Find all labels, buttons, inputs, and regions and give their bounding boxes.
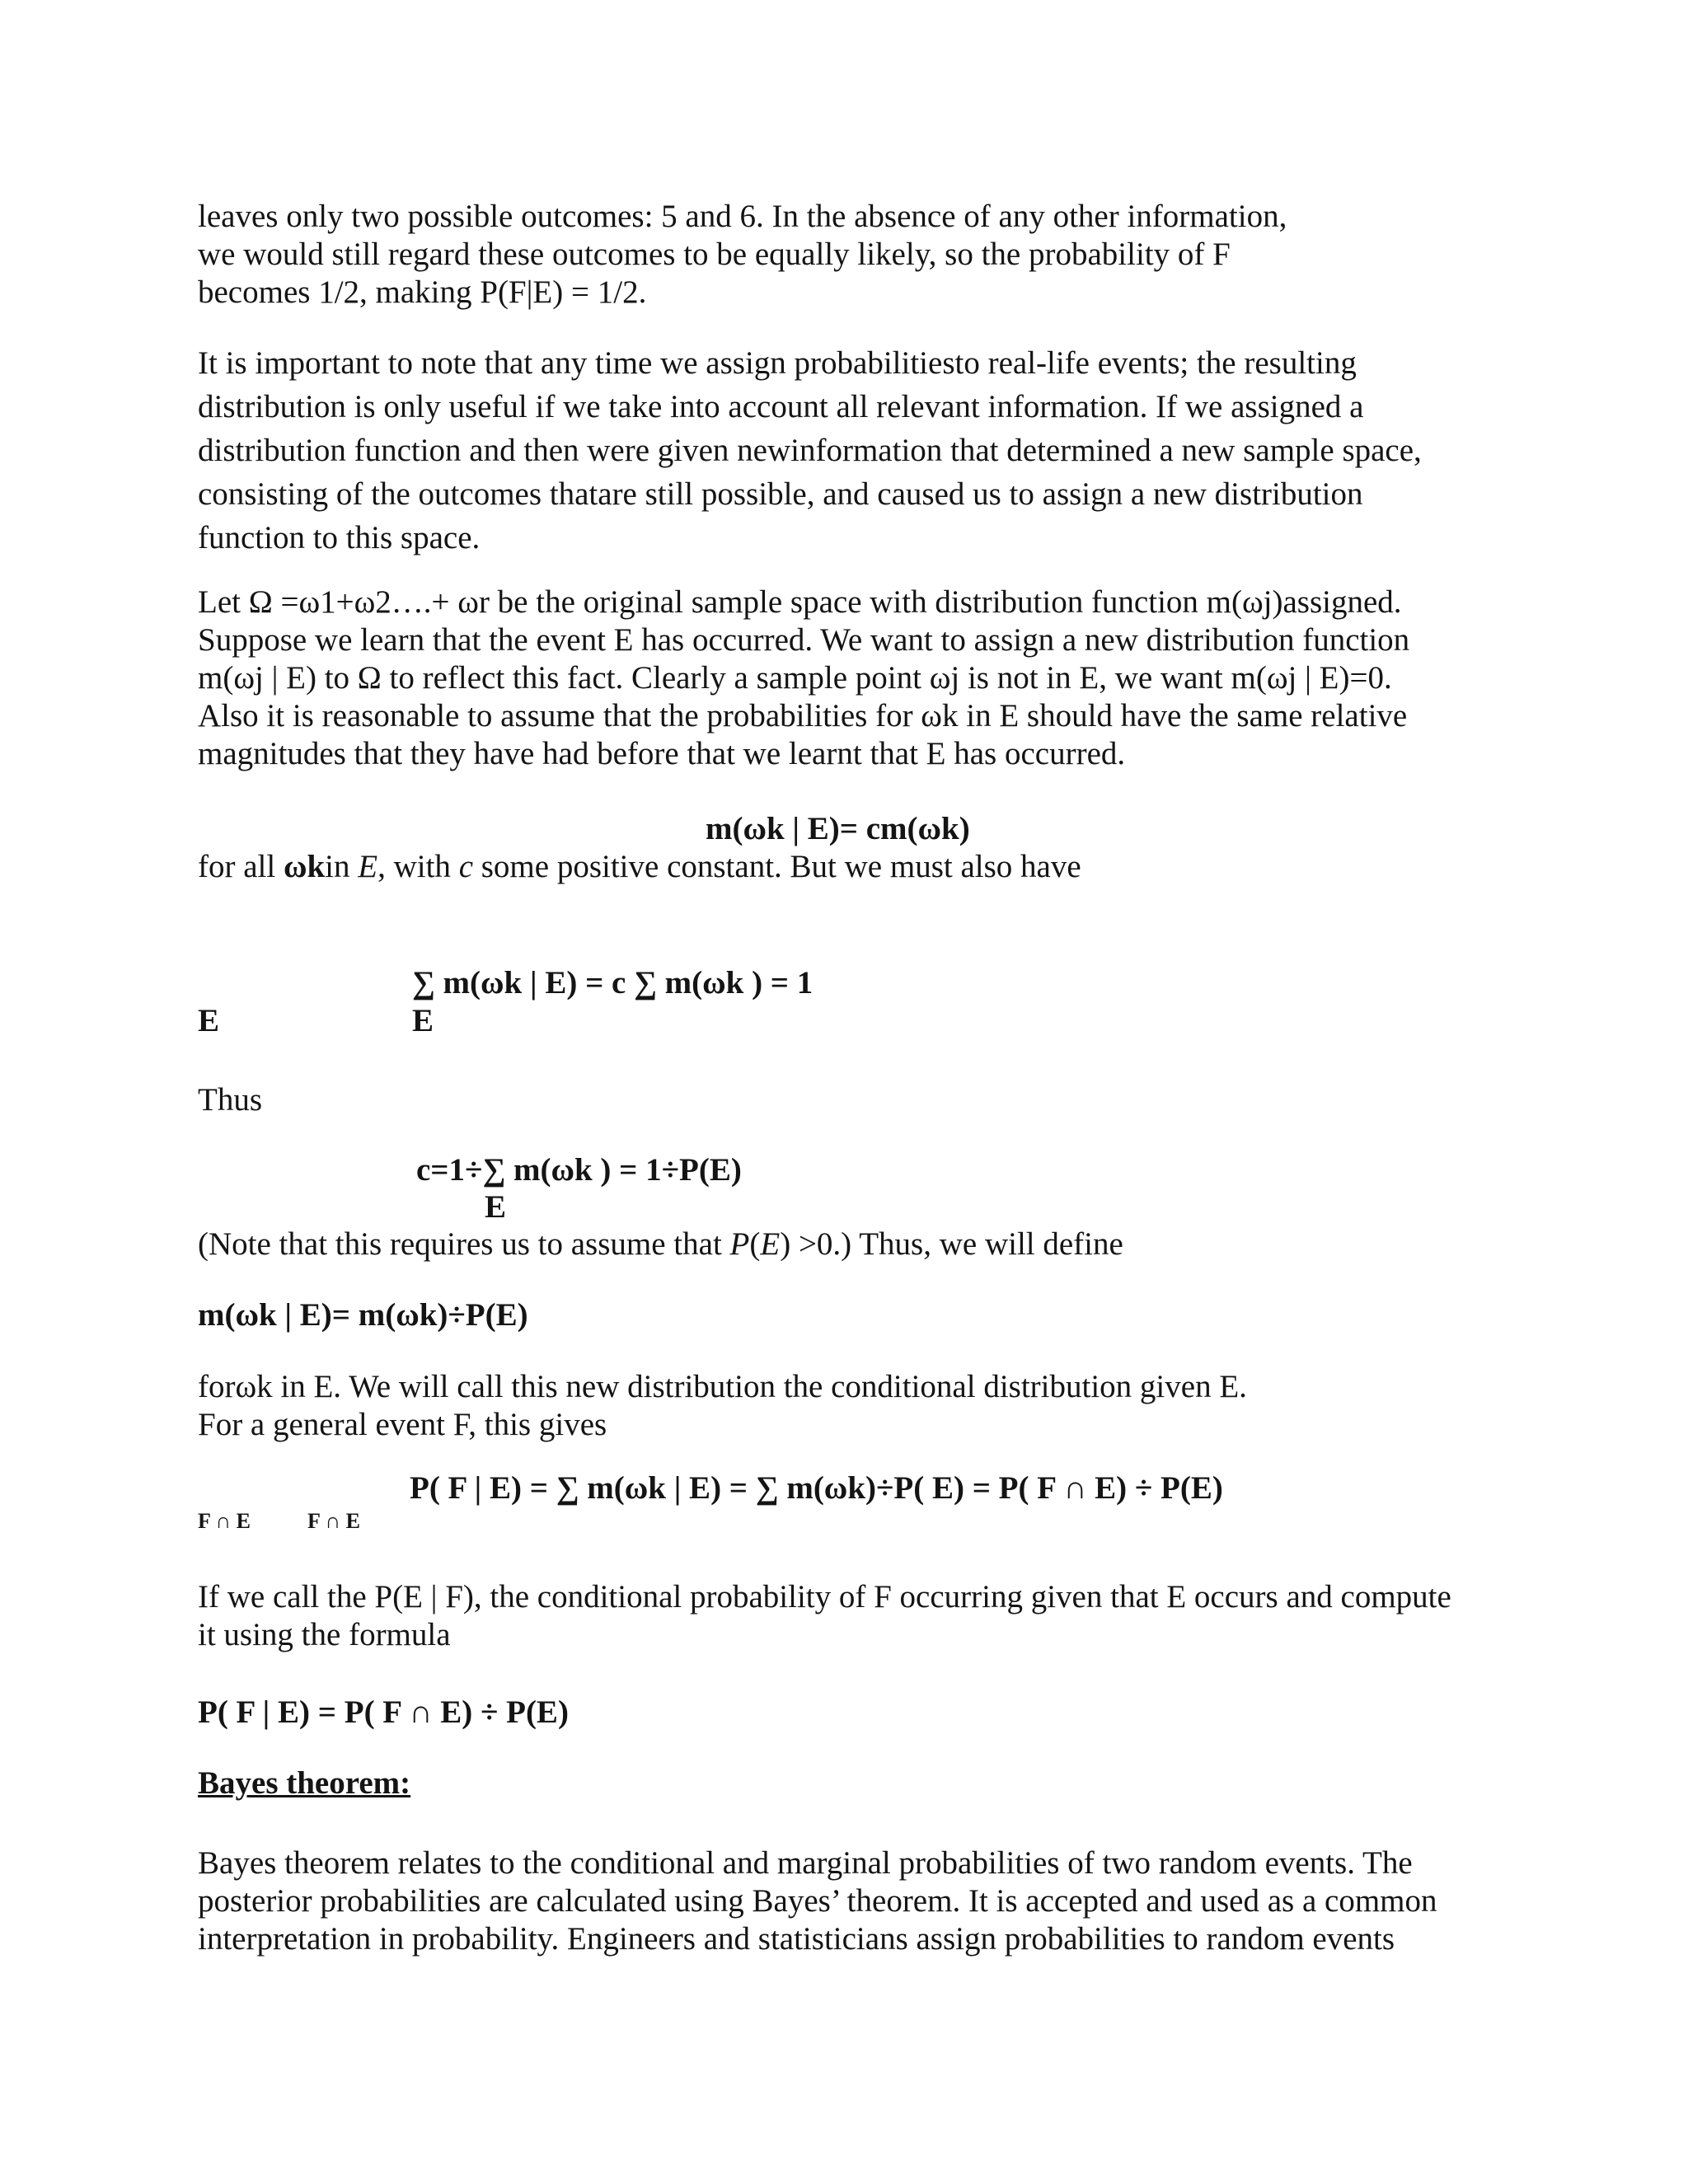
text-line-for-all xyxy=(198,848,1081,886)
equation-conditional-mass: m(ωk | E)= cm(ωk) xyxy=(706,811,970,846)
equation-left-label: E xyxy=(198,1003,220,1038)
text-line: magnitudes that they have had before that we learnt that E has occurred. xyxy=(198,736,1126,771)
paragraph-relevant-information xyxy=(198,341,1517,560)
equation-definition: m(ωk | E)= m(ωk)÷P(E) xyxy=(198,1297,528,1333)
text-span: , with xyxy=(377,849,459,884)
text-line: It is important to note that any time we assign probabilitiesto real-life events; the resulting xyxy=(198,345,1357,381)
text-span: E xyxy=(358,849,378,884)
text-span: in xyxy=(325,849,359,884)
text-line: Bayes theorem relates to the conditional and marginal probabilities of two random events. The xyxy=(198,1845,1413,1881)
equation-conditional-probability: P( F | E) = P( F ∩ E) ÷ P(E) xyxy=(198,1694,569,1730)
text-span: ωk xyxy=(283,849,326,884)
equation-sum-normalization: ∑ m(ωk | E) = c ∑ m(ωk ) = 1 xyxy=(412,965,814,1001)
text-line: function to this space. xyxy=(198,520,481,555)
section-heading: Bayes theorem: xyxy=(198,1765,411,1801)
text-line: becomes 1/2, making P(F|E) = 1/2. xyxy=(198,274,647,310)
equation-subscript: E xyxy=(485,1189,507,1225)
text-span: c xyxy=(458,849,473,884)
text-line: it using the formula xyxy=(198,1617,451,1652)
text-line: posterior probabilities are calculated using Bayes’ theorem. It is accepted and used as a common xyxy=(198,1883,1437,1919)
equation-subscript: F ∩ E xyxy=(307,1509,360,1533)
text-line: interpretation in probability. Engineers and statisticians assign probabilities to random events xyxy=(198,1921,1395,1957)
paragraph-sample-space xyxy=(198,583,1517,773)
text-span: P xyxy=(729,1226,750,1262)
text-span: E xyxy=(760,1226,781,1262)
text-line: m(ωj | E) to Ω to reflect this fact. Clearly a sample point ωj is not in E, we want m(ωj | E)=0. xyxy=(198,660,1392,696)
text-line: For a general event F, this gives xyxy=(198,1407,607,1442)
text-line: If we call the P(E | F), the conditional probability of F occurring given that E occurs and compute xyxy=(198,1579,1451,1615)
text-span: (Note that this requires us to assume that xyxy=(198,1226,730,1262)
equation-constant-c: c=1÷∑ m(ωk ) = 1÷P(E) xyxy=(416,1152,742,1188)
text-line: forωk in E. We will call this new distribution the conditional distribution given E. xyxy=(198,1369,1247,1404)
text-span: for all xyxy=(198,849,284,884)
text-note xyxy=(198,1226,1123,1263)
paragraph-outcomes xyxy=(198,198,1517,312)
equation-subscript: F ∩ E xyxy=(198,1509,251,1533)
text-line: we would still regard these outcomes to be equally likely, so the probability of F xyxy=(198,237,1231,272)
text-span: some positive constant. But we must also have xyxy=(473,849,1081,884)
text-line: consisting of the outcomes thatare still possible, and caused us to assign a new distribution xyxy=(198,476,1363,512)
equation-conditional-probability-sum: P( F | E) = ∑ m(ωk | E) = ∑ m(ωk)÷P( E) = P( F ∩ E) ÷ P(E) xyxy=(410,1470,1223,1506)
text-line: distribution is only useful if we take into account all relevant information. If we assigned a xyxy=(198,389,1364,424)
text-span: ( xyxy=(749,1226,761,1262)
paragraph-bayes-theorem xyxy=(198,1844,1517,1958)
text-line: leaves only two possible outcomes: 5 and 6. In the absence of any other information, xyxy=(198,199,1287,234)
text-line: distribution function and then were given newinformation that determined a new sample space, xyxy=(198,433,1422,468)
paragraph-formula-intro xyxy=(198,1578,1517,1654)
text-line: Let Ω =ω1+ω2….+ ωr be the original sample space with distribution function m(ωj)assigned. xyxy=(198,584,1402,620)
text-line: Suppose we learn that the event E has occurred. We want to assign a new distribution function xyxy=(198,622,1410,658)
paragraph-conditional-distribution xyxy=(198,1368,1517,1444)
equation-subscript: E xyxy=(412,1003,434,1038)
text-span: ) >0.) Thus, we will define xyxy=(780,1226,1123,1262)
text-line: Also it is reasonable to assume that the probabilities for ωk in E should have the same relative xyxy=(198,698,1408,733)
text-thus: Thus xyxy=(198,1082,262,1118)
